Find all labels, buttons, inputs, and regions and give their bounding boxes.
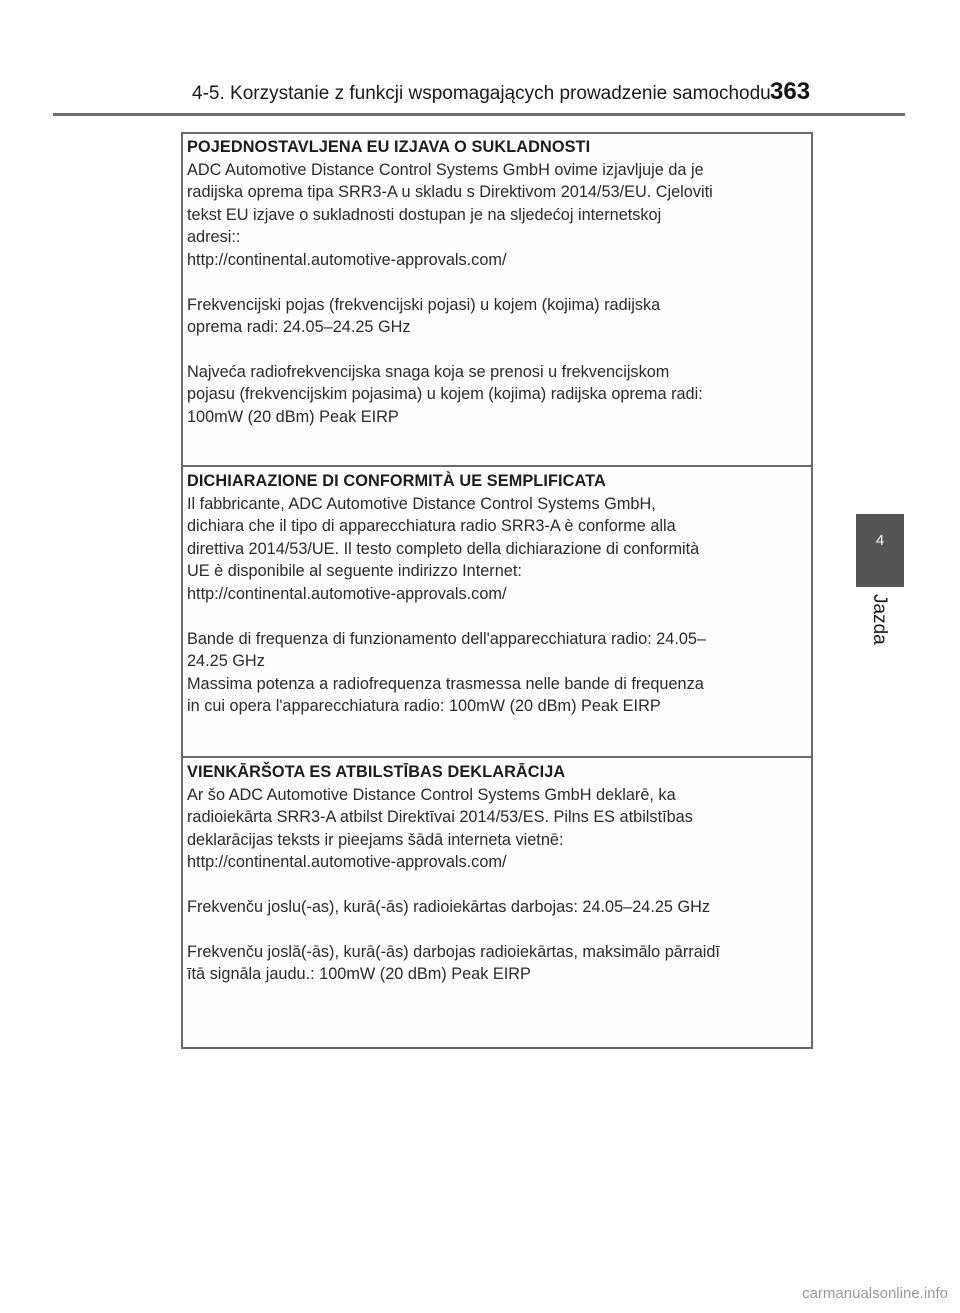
section-line: http://continental.automotive-approvals.com/	[187, 250, 507, 269]
section-line: ītā signāla jaudu.: 100mW (20 dBm) Peak EIRP	[187, 965, 531, 984]
declaration-section-italian	[183, 468, 811, 758]
section-line: 24.25 GHz	[187, 652, 265, 671]
paragraph-gap	[187, 874, 811, 896]
section-line: Massima potenza a radiofrequenza trasmessa nelle bande di frequenza	[187, 674, 704, 693]
chapter-tab-label: Jazda	[869, 594, 890, 645]
paragraph-gap	[187, 606, 811, 628]
section-line: Ar šo ADC Automotive Distance Control Systems GmbH deklarē, ka	[187, 785, 676, 804]
section-line: Frekvencijski pojas (frekvencijski pojasi) u kojem (kojima) radijska	[187, 295, 661, 314]
section-title: DICHIARAZIONE DI CONFORMITÀ UE SEMPLIFICATA	[187, 472, 606, 490]
section-line: Najveća radiofrekvencijska snaga koja se prenosi u frekvencijskom	[187, 362, 670, 381]
section-line: 100mW (20 dBm) Peak EIRP	[187, 407, 399, 426]
page-number: 363	[770, 78, 811, 105]
chapter-tab-number: 4	[875, 532, 885, 549]
section-line: adresi::	[187, 228, 241, 247]
header-divider	[53, 113, 905, 116]
section-line: pojasu (frekvencijskim pojasima) u kojem (kojima) radijska oprema radi:	[187, 385, 703, 404]
declaration-section-latvian	[183, 759, 811, 1045]
section-title: VIENKĀRŠOTA ES ATBILSTĪBAS DEKLARĀCIJA	[187, 763, 566, 781]
paragraph-gap	[187, 919, 811, 941]
section-line: UE è disponibile al seguente indirizzo Internet:	[187, 562, 522, 581]
paragraph-gap	[187, 339, 811, 361]
section-line: http://continental.automotive-approvals.com/	[187, 584, 507, 603]
section-line: oprema radi: 24.05–24.25 GHz	[187, 318, 411, 337]
footer-watermark: carmanualsonline.info	[802, 1285, 948, 1302]
paragraph-gap	[187, 272, 811, 294]
section-line: http://continental.automotive-approvals.com/	[187, 853, 507, 872]
chapter-title: 4-5. Korzystanie z funkcji wspomagających prowadzenie samochodu	[192, 83, 771, 104]
section-line: Il fabbricante, ADC Automotive Distance Control Systems GmbH,	[187, 494, 656, 513]
section-divider	[183, 465, 811, 467]
section-line: ADC Automotive Distance Control Systems GmbH ovime izjavljuje da je	[187, 160, 704, 179]
section-line: radijska oprema tipa SRR3-A u skladu s Direktivom 2014/53/EU. Cjeloviti	[187, 183, 713, 202]
section-line: Frekvenču joslā(-ās), kurā(-ās) darbojas radioiekārtas, maksimālo pārraidī	[187, 942, 720, 961]
section-line: radioiekārta SRR3-A atbilst Direktīvai 2014/53/ES. Pilns ES atbilstības	[187, 808, 693, 827]
section-divider	[183, 756, 811, 758]
section-title: POJEDNOSTAVLJENA EU IZJAVA O SUKLADNOSTI	[187, 138, 591, 156]
section-line: tekst EU izjave o sukladnosti dostupan je na sljedećoj internetskoj	[187, 205, 662, 224]
section-line: Bande di frequenza di funzionamento dell'apparecchiatura radio: 24.05–	[187, 629, 707, 648]
declaration-section-croatian	[183, 134, 811, 467]
declaration-box	[181, 132, 813, 1049]
section-line: in cui opera l'apparecchiatura radio: 100mW (20 dBm) Peak EIRP	[187, 697, 661, 716]
section-line: dichiara che il tipo di apparecchiatura radio SRR3-A è conforme alla	[187, 517, 676, 536]
chapter-tab	[856, 514, 904, 587]
page-header	[0, 78, 960, 114]
section-line: direttiva 2014/53/UE. Il testo completo della dichiarazione di conformità	[187, 539, 700, 558]
section-line: deklarācijas teksts ir pieejams šādā interneta vietnē:	[187, 830, 564, 849]
section-line: Frekvenču joslu(-as), kurā(-ās) radioiekārtas darbojas: 24.05–24.25 GHz	[187, 897, 711, 916]
